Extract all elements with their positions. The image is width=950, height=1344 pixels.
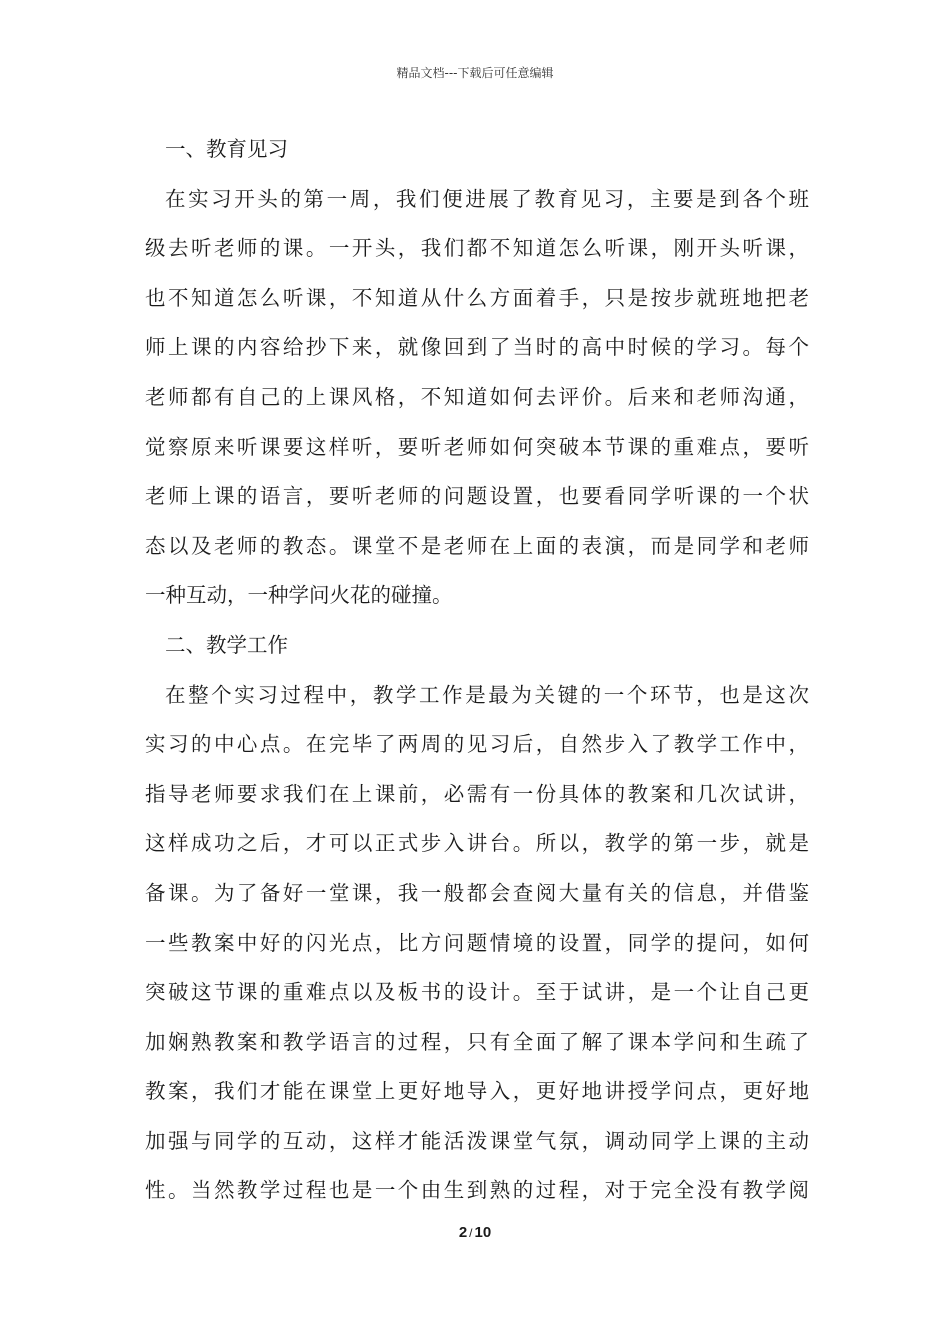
paragraph-line: 加娴熟教案和教学语言的过程，只有全面了解了课本学问和生疏了 xyxy=(145,1029,809,1054)
paragraph-line: 老师都有自己的上课风格，不知道如何去评价。后来和老师沟通， xyxy=(145,384,809,409)
paragraph-line: 突破这节课的重难点以及板书的设计。至于试讲，是一个让自己更 xyxy=(145,980,809,1005)
paragraph-line: 老师上课的语言，要听老师的问题设置，也要看同学听课的一个状 xyxy=(145,484,809,509)
section-heading: 一、教育见习 xyxy=(165,137,288,161)
paragraph-line: 觉察原来听课要这样听，要听老师如何突破本节课的重难点，要听 xyxy=(145,434,809,459)
current-page: 2 xyxy=(458,1224,468,1241)
total-pages: 10 xyxy=(474,1224,492,1241)
paragraph-line: 态以及老师的教态。课堂不是老师在上面的表演，而是同学和老师 xyxy=(145,533,809,558)
paragraph-line: 师上课的内容给抄下来，就像回到了当时的高中时候的学习。每个 xyxy=(145,335,809,360)
paragraph-line: 这样成功之后，才可以正式步入讲台。所以，教学的第一步，就是 xyxy=(145,831,809,856)
page-number xyxy=(0,1224,950,1241)
paragraph-line: 备课。为了备好一堂课，我一般都会查阅大量有关的信息，并借鉴 xyxy=(145,880,809,905)
paragraph-line: 加强与同学的互动，这样才能活泼课堂气氛，调动同学上课的主动 xyxy=(145,1128,809,1153)
paragraph-line: 实习的中心点。在完毕了两周的见习后，自然步入了教学工作中， xyxy=(145,732,809,757)
document-body xyxy=(145,125,809,1216)
paragraph-line: 在整个实习过程中，教学工作是最为关键的一个环节，也是这次 xyxy=(165,682,809,707)
paragraph-line: 教案，我们才能在课堂上更好地导入，更好地讲授学问点，更好地 xyxy=(145,1079,809,1104)
paragraph-line: 一种互动，一种学问火花的碰撞。 xyxy=(145,583,453,608)
paragraph-line: 也不知道怎么听课，不知道从什么方面着手，只是按步就班地把老 xyxy=(145,285,809,310)
paragraph-line: 在实习开头的第一周，我们便进展了教育见习，主要是到各个班 xyxy=(165,186,809,211)
section-heading: 二、教学工作 xyxy=(165,632,288,657)
paragraph-line: 级去听老师的课。一开头，我们都不知道怎么听课，刚开头听课， xyxy=(145,236,809,261)
paragraph-line: 一些教案中好的闪光点，比方问题情境的设置，同学的提问，如何 xyxy=(145,930,809,955)
paragraph-line: 指导老师要求我们在上课前，必需有一份具体的教案和几次试讲， xyxy=(145,781,809,806)
page-separator: / xyxy=(469,1226,473,1240)
paragraph-line: 性。当然教学过程也是一个由生到熟的过程，对于完全没有教学阅 xyxy=(145,1178,809,1203)
page-header: 精品文档---下载后可任意编辑 xyxy=(396,66,554,80)
